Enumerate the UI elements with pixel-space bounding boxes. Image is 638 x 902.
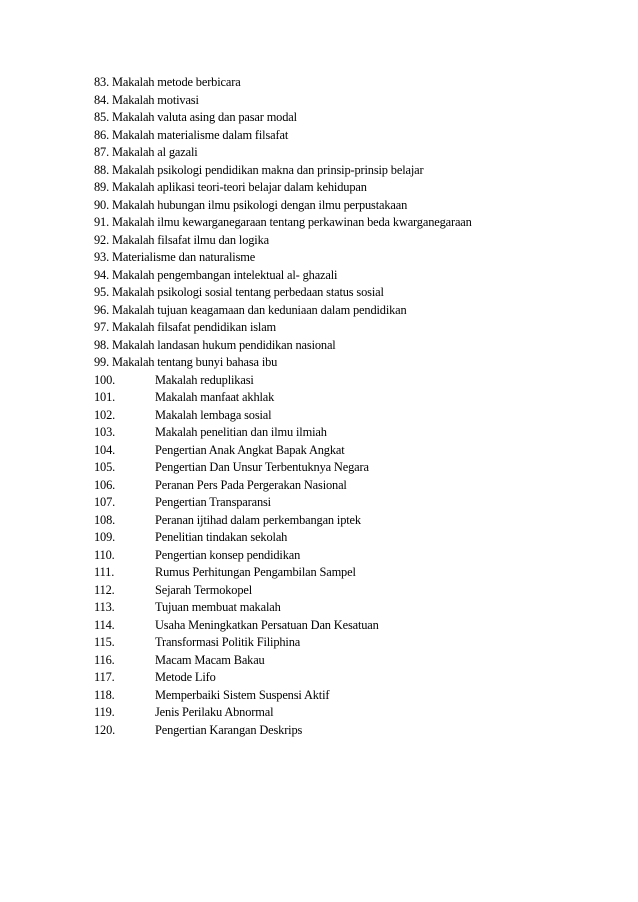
list-item-number: 104. xyxy=(94,442,116,457)
list-item xyxy=(94,197,614,215)
list-item xyxy=(94,442,614,460)
list-item-number: 90. xyxy=(94,197,110,212)
list-item-text: Makalah filsafat pendidikan islam xyxy=(112,320,277,334)
list-item xyxy=(94,74,614,92)
list-item-text: Peranan ijtihad dalam perkembangan iptek xyxy=(155,512,361,527)
list-item xyxy=(94,337,614,355)
list-item-number: 116. xyxy=(94,652,115,667)
list-item-number: 88. xyxy=(94,162,110,177)
list-item xyxy=(94,284,614,302)
list-item-number: 112. xyxy=(94,582,115,597)
list-item-text: Makalah aplikasi teori-teori belajar dalam kehidupan xyxy=(112,180,367,194)
list-item xyxy=(94,372,614,390)
list-item-number: 109. xyxy=(94,530,116,544)
list-item-text: Makalah valuta asing dan pasar modal xyxy=(112,110,297,124)
list-item-text: Transformasi Politik Filiphina xyxy=(155,635,301,649)
list-item xyxy=(94,634,614,652)
list-item-number: 107. xyxy=(94,495,116,509)
list-item xyxy=(94,617,614,635)
list-item xyxy=(94,547,614,565)
list-item-number: 106. xyxy=(94,477,116,492)
list-item-number: 105. xyxy=(94,460,116,474)
list-item xyxy=(94,109,614,127)
list-item-number: 110. xyxy=(94,547,115,562)
list-item-number: 96. xyxy=(94,302,110,317)
list-item xyxy=(94,389,614,407)
list-item-number: 114. xyxy=(94,617,115,632)
list-item-number: 91. xyxy=(94,215,110,229)
list-item-text: Makalah pengembangan intelektual al- ghazali xyxy=(112,267,338,282)
list-item xyxy=(94,669,614,687)
list-item-text: Makalah penelitian dan ilmu ilmiah xyxy=(155,425,327,439)
list-item xyxy=(94,354,614,372)
list-item xyxy=(94,249,614,267)
list-item xyxy=(94,477,614,495)
list-item xyxy=(94,92,614,110)
list-item-text: Rumus Perhitungan Pengambilan Sampel xyxy=(155,565,356,579)
list-item-number: 111. xyxy=(94,565,115,579)
list-item-text: Makalah motivasi xyxy=(112,92,199,107)
list-item-text: Makalah tujuan keagamaan dan keduniaan dalam pendidikan xyxy=(112,302,407,317)
list-item-text: Makalah psikologi sosial tentang perbedaan status sosial xyxy=(112,285,384,299)
list-item-text: Tujuan membuat makalah xyxy=(155,600,281,614)
list-item-text: Usaha Meningkatkan Persatuan Dan Kesatuan xyxy=(155,617,379,632)
list-item xyxy=(94,722,614,740)
list-item-text: Makalah metode berbicara xyxy=(112,75,241,89)
list-item-text: Pengertian Dan Unsur Terbentuknya Negara xyxy=(155,460,369,474)
list-item xyxy=(94,214,614,232)
list-item-number: 86. xyxy=(94,127,110,142)
list-item xyxy=(94,127,614,145)
list-item xyxy=(94,407,614,425)
list-item-text: Makalah al gazali xyxy=(112,145,198,159)
list-item-text: Makalah materialisme dalam filsafat xyxy=(112,127,289,142)
list-item-text: Materialisme dan naturalisme xyxy=(112,250,256,264)
list-item-text: Memperbaiki Sistem Suspensi Aktif xyxy=(155,687,330,702)
list-item-text: Pengertian Transparansi xyxy=(155,495,271,509)
list-item-number: 103. xyxy=(94,425,116,439)
list-item xyxy=(94,459,614,477)
list-item-number: 108. xyxy=(94,512,116,527)
list-item xyxy=(94,652,614,670)
list-item xyxy=(94,162,614,180)
list-item-number: 85. xyxy=(94,110,110,124)
list-item-text: Macam Macam Bakau xyxy=(155,652,265,667)
list-item-text: Makalah lembaga sosial xyxy=(155,407,272,422)
list-item-number: 89. xyxy=(94,180,110,194)
list-item-text: Makalah ilmu kewarganegaraan tentang perkawinan beda kwarganegaraan xyxy=(112,215,472,229)
list-item-number: 97. xyxy=(94,320,110,334)
list-item xyxy=(94,687,614,705)
list-item-text: Penelitian tindakan sekolah xyxy=(155,530,288,544)
list-item xyxy=(94,232,614,250)
list-item-text: Makalah reduplikasi xyxy=(155,372,254,387)
list-item-number: 113. xyxy=(94,600,115,614)
list-item xyxy=(94,512,614,530)
list-item xyxy=(94,529,614,547)
list-item-text: Makalah manfaat akhlak xyxy=(155,390,275,404)
list-item-text: Sejarah Termokopel xyxy=(155,582,253,597)
list-item-number: 118. xyxy=(94,687,115,702)
list-item-number: 117. xyxy=(94,670,115,684)
list-item-number: 98. xyxy=(94,337,110,352)
list-item-number: 100. xyxy=(94,372,116,387)
numbered-list xyxy=(94,74,614,739)
list-item-number: 92. xyxy=(94,232,110,247)
list-item-text: Pengertian Anak Angkat Bapak Angkat xyxy=(155,442,345,457)
list-item xyxy=(94,319,614,337)
list-item xyxy=(94,144,614,162)
list-item-number: 84. xyxy=(94,92,110,107)
list-item-number: 119. xyxy=(94,705,115,719)
list-item-number: 120. xyxy=(94,722,116,737)
list-item xyxy=(94,582,614,600)
list-item-text: Makalah tentang bunyi bahasa ibu xyxy=(112,355,278,369)
list-item-text: Makalah landasan hukum pendidikan nasional xyxy=(112,337,336,352)
list-item-number: 83. xyxy=(94,75,110,89)
list-item xyxy=(94,704,614,722)
list-item-text: Makalah hubungan ilmu psikologi dengan ilmu perpustakaan xyxy=(112,197,408,212)
list-item-number: 115. xyxy=(94,635,115,649)
list-item-number: 93. xyxy=(94,250,110,264)
list-item-text: Pengertian konsep pendidikan xyxy=(155,547,301,562)
list-item-text: Pengertian Karangan Deskrips xyxy=(155,722,303,737)
list-item-number: 87. xyxy=(94,145,110,159)
list-item xyxy=(94,302,614,320)
list-item-text: Jenis Perilaku Abnormal xyxy=(155,705,274,719)
list-item-text: Metode Lifo xyxy=(155,670,216,684)
list-item-number: 95. xyxy=(94,285,110,299)
list-item xyxy=(94,424,614,442)
list-item-number: 101. xyxy=(94,390,116,404)
list-item-number: 102. xyxy=(94,407,116,422)
list-item-text: Makalah filsafat ilmu dan logika xyxy=(112,232,269,247)
list-item-number: 99. xyxy=(94,355,110,369)
list-item xyxy=(94,267,614,285)
list-item xyxy=(94,494,614,512)
list-item-number: 94. xyxy=(94,267,110,282)
list-item xyxy=(94,564,614,582)
list-item xyxy=(94,179,614,197)
list-item-text: Peranan Pers Pada Pergerakan Nasional xyxy=(155,477,347,492)
list-item-text: Makalah psikologi pendidikan makna dan prinsip-prinsip belajar xyxy=(112,162,424,177)
list-item xyxy=(94,599,614,617)
